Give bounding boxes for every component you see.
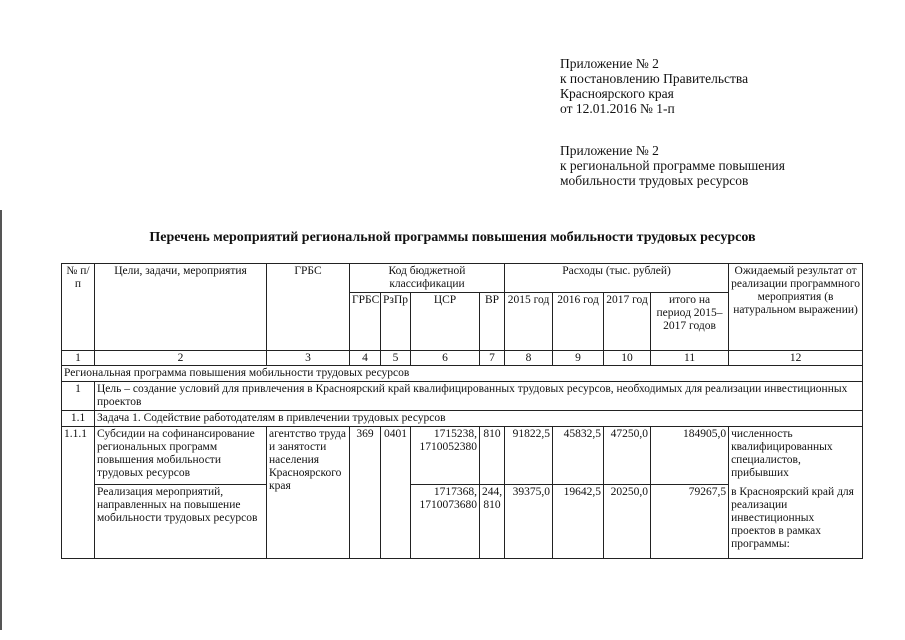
grbs-code: 369 bbox=[350, 427, 381, 559]
goal-text: Цель – создание условий для привлечения в Красноярский край квалифицированных трудовых ресурсов, необходимых для реализации инвестиционных проектов bbox=[95, 382, 863, 411]
task-text: Задача 1. Содействие работодателям в привлечении трудовых ресурсов bbox=[95, 411, 863, 427]
measure-2-total: 79267,5 bbox=[651, 485, 729, 559]
column-number: 4 bbox=[350, 351, 381, 366]
measure-row-1 bbox=[62, 427, 863, 485]
column-number: 5 bbox=[381, 351, 411, 366]
column-number: 9 bbox=[553, 351, 604, 366]
measure-1-text: Субсидии на софинансирование региональных программ повышения мобильности трудовых ресурсов bbox=[95, 427, 267, 485]
column-number: 2 bbox=[95, 351, 267, 366]
header-sub-grbs: ГРБС bbox=[350, 293, 381, 351]
measure-1-total: 184905,0 bbox=[651, 427, 729, 485]
goal-row bbox=[62, 382, 863, 411]
column-number: 6 bbox=[411, 351, 480, 366]
header-num: № п/п bbox=[62, 264, 95, 351]
header-year-2016: 2016 год bbox=[553, 293, 604, 351]
appendix-line: от 12.01.2016 № 1-п bbox=[560, 101, 675, 116]
column-number: 3 bbox=[267, 351, 350, 366]
header-expenses: Расходы (тыс. рублей) bbox=[505, 264, 729, 293]
column-number: 10 bbox=[604, 351, 651, 366]
measure-2-2015: 39375,0 bbox=[505, 485, 553, 559]
grbs-name: агентство труда и занятости населения Красноярского края bbox=[267, 427, 350, 559]
header-total: итого на период 2015–2017 годов bbox=[651, 293, 729, 351]
column-number: 12 bbox=[729, 351, 863, 366]
appendix-line: мобильности трудовых ресурсов bbox=[560, 173, 749, 188]
measure-1-2015: 91822,5 bbox=[505, 427, 553, 485]
measure-1-2016: 45832,5 bbox=[553, 427, 604, 485]
measure-1-vr: 810 bbox=[480, 427, 505, 485]
header-goals: Цели, задачи, мероприятия bbox=[95, 264, 267, 351]
measure-row-2 bbox=[62, 485, 863, 559]
header-result: Ожидаемый результат от реализации программного мероприятия (в натуральном выражении) bbox=[729, 264, 863, 351]
appendix-line: к региональной программе повышения bbox=[560, 158, 785, 173]
header-sub-rzpr: РзПр bbox=[381, 293, 411, 351]
measure-number: 1.1.1 bbox=[62, 427, 95, 559]
measure-2-2016: 19642,5 bbox=[553, 485, 604, 559]
header-sub-csr: ЦСР bbox=[411, 293, 480, 351]
column-numbers-row bbox=[62, 351, 863, 366]
appendix-line: Приложение № 2 bbox=[560, 56, 659, 71]
task-number: 1.1 bbox=[62, 411, 95, 427]
measure-1-2017: 47250,0 bbox=[604, 427, 651, 485]
measure-2-text: Реализация мероприятий, направленных на повышение мобильности трудовых ресурсов bbox=[95, 485, 267, 559]
expected-result-part-2: в Красноярский край для реализации инвестиционных проектов в рамках программы: bbox=[729, 485, 863, 559]
measure-1-csr: 1715238, 1710052380 bbox=[411, 427, 480, 485]
appendix-header-2 bbox=[560, 143, 785, 188]
column-number: 8 bbox=[505, 351, 553, 366]
appendix-line: Красноярского края bbox=[560, 86, 674, 101]
program-title: Региональная программа повышения мобильности трудовых ресурсов bbox=[62, 366, 863, 382]
header-year-2015: 2015 год bbox=[505, 293, 553, 351]
document-title: Перечень мероприятий региональной программы повышения мобильности трудовых ресурсов bbox=[149, 230, 756, 245]
page-edge-line bbox=[0, 210, 2, 630]
task-row bbox=[62, 411, 863, 427]
appendix-header-1 bbox=[560, 56, 748, 116]
header-row-1 bbox=[62, 264, 863, 293]
header-year-2017: 2017 год bbox=[604, 293, 651, 351]
column-number: 11 bbox=[651, 351, 729, 366]
column-number: 1 bbox=[62, 351, 95, 366]
header-sub-vr: ВР bbox=[480, 293, 505, 351]
header-grbs: ГРБС bbox=[267, 264, 350, 351]
header-budget-code: Код бюджетной классификации bbox=[350, 264, 505, 293]
measure-2-csr: 1717368, 1710073680 bbox=[411, 485, 480, 559]
goal-number: 1 bbox=[62, 382, 95, 411]
measure-2-2017: 20250,0 bbox=[604, 485, 651, 559]
appendix-line: к постановлению Правительства bbox=[560, 71, 749, 86]
column-number: 7 bbox=[480, 351, 505, 366]
expected-result-part-1: численность квалифицированных специалистов, прибывших bbox=[729, 427, 863, 485]
measure-2-vr: 244, 810 bbox=[480, 485, 505, 559]
appendix-line: Приложение № 2 bbox=[560, 143, 659, 158]
measures-table bbox=[61, 263, 863, 559]
rzpr-code: 0401 bbox=[381, 427, 411, 559]
program-row bbox=[62, 366, 863, 382]
